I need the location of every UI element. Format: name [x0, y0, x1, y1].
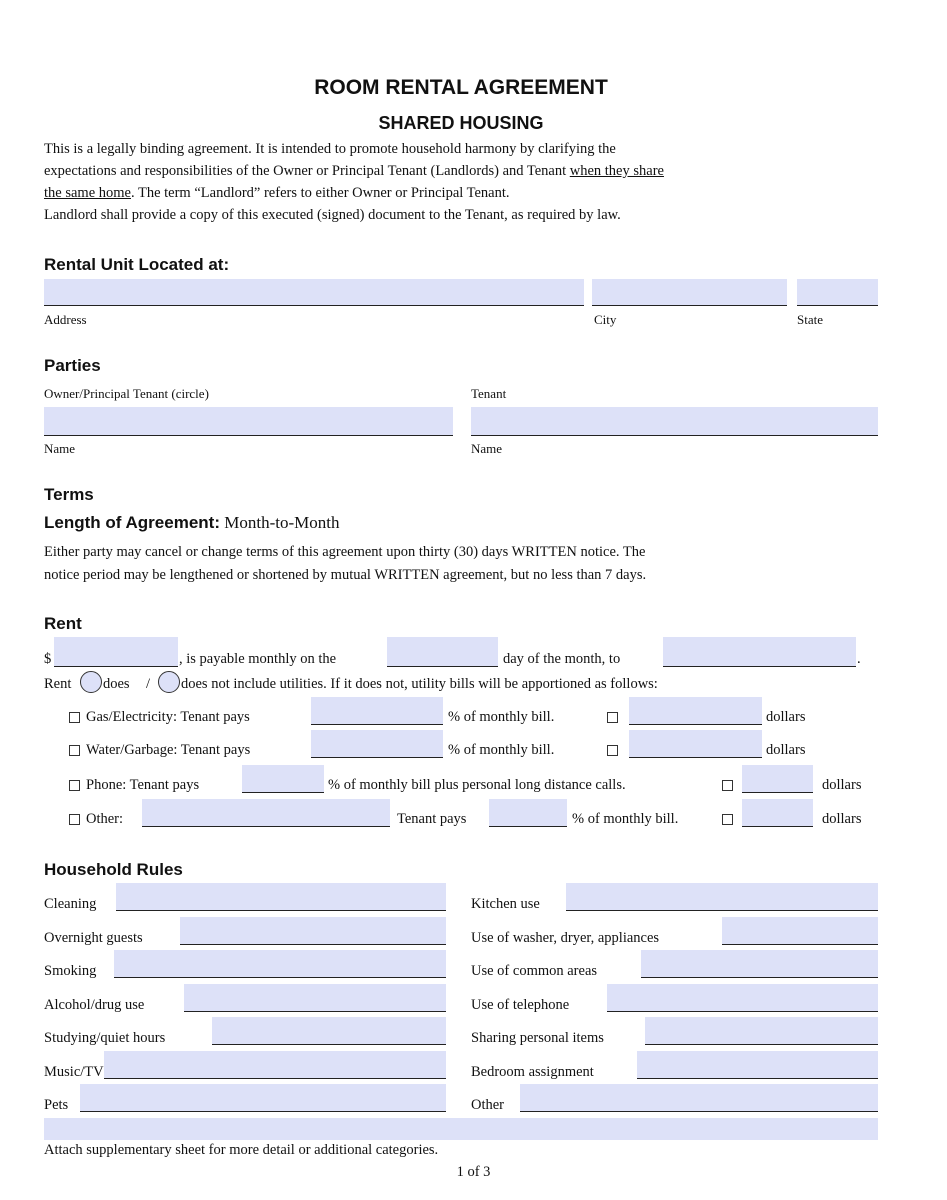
phone-label: Phone: Tenant pays: [86, 777, 200, 793]
rule-label-bedroom-assignment: Bedroom assignment: [471, 1064, 594, 1080]
period-text: .: [857, 651, 861, 667]
rule-field-music-tv[interactable]: [104, 1051, 446, 1079]
water-garbage-percent-text: % of monthly bill.: [448, 742, 555, 758]
rule-field-sharing-items[interactable]: [645, 1017, 878, 1045]
dollar-sign: $: [44, 651, 52, 667]
rule-label-sharing-items: Sharing personal items: [471, 1030, 604, 1046]
rule-label-other: Other: [471, 1097, 505, 1113]
phone-dollar-checkbox[interactable]: [722, 780, 733, 791]
rule-field-alcohol-drug-use[interactable]: [184, 984, 446, 1012]
rule-label-music-tv: Music/TV: [44, 1064, 104, 1080]
other-tenant-pays-label: Tenant pays: [397, 811, 467, 827]
rent-heading: Rent: [44, 614, 82, 633]
other-utility-dollars-label: dollars: [822, 811, 862, 827]
phone-percent-field[interactable]: [242, 765, 324, 793]
rule-field-washer-dryer[interactable]: [722, 917, 878, 945]
household-rules-heading: Household Rules: [44, 860, 183, 879]
water-garbage-percent-field[interactable]: [311, 730, 443, 758]
rent-does-radio[interactable]: [80, 671, 102, 693]
rent-word: Rent: [44, 676, 72, 692]
rule-label-alcohol-drug-use: Alcohol/drug use: [44, 997, 145, 1013]
gas-electricity-label: Gas/Electricity: Tenant pays: [86, 709, 250, 725]
rent-slash: /: [146, 676, 151, 692]
rule-label-smoking: Smoking: [44, 963, 97, 979]
other-utility-checkbox[interactable]: [69, 814, 80, 825]
city-label: City: [594, 312, 617, 327]
terms-line-1: Either party may cancel or change terms of this agreement upon thirty (30) days WRITTEN notice. The: [44, 544, 646, 560]
gas-electricity-dollars-field[interactable]: [629, 697, 762, 725]
tenant-name-field[interactable]: [471, 407, 878, 436]
owner-name-label: Name: [44, 441, 76, 456]
rule-field-kitchen-use[interactable]: [566, 883, 878, 911]
water-garbage-checkbox[interactable]: [69, 745, 80, 756]
rule-field-telephone[interactable]: [607, 984, 878, 1012]
other-utility-percent-field[interactable]: [489, 799, 567, 827]
rent-day-field[interactable]: [387, 637, 498, 667]
page-subtitle: SHARED HOUSING: [378, 113, 544, 133]
rent-does-not-label: does not include utilities. If it does not, utility bills will be apportioned as follows:: [181, 676, 658, 692]
rule-label-overnight-guests: Overnight guests: [44, 930, 143, 946]
intro-line-2: expectations and responsibilities of the Owner or Principal Tenant (Landlords) and Tenant when they share: [44, 163, 664, 179]
rule-field-common-areas[interactable]: [641, 950, 878, 978]
state-field[interactable]: [797, 279, 878, 306]
terms-heading: Terms: [44, 485, 94, 504]
rule-field-smoking[interactable]: [114, 950, 446, 978]
rule-label-telephone: Use of telephone: [471, 997, 570, 1013]
length-of-agreement: Length of Agreement: Month-to-Month: [44, 513, 340, 532]
other-utility-name-field[interactable]: [142, 799, 390, 827]
attach-note: Attach supplementary sheet for more detail or additional categories.: [44, 1142, 439, 1158]
intro-line-3: the same home. The term “Landlord” refers to either Owner or Principal Tenant.: [44, 185, 510, 201]
tenant-name-label: Name: [471, 441, 503, 456]
phone-dollars-field[interactable]: [742, 765, 813, 793]
gas-electricity-dollar-checkbox[interactable]: [607, 712, 618, 723]
gas-electricity-checkbox[interactable]: [69, 712, 80, 723]
rule-field-other[interactable]: [520, 1084, 878, 1112]
rule-field-cleaning[interactable]: [116, 883, 446, 911]
page-number: 1 of 3: [456, 1164, 491, 1180]
gas-electricity-dollars-label: dollars: [766, 709, 806, 725]
rent-amount-field[interactable]: [54, 637, 178, 667]
rule-label-kitchen-use: Kitchen use: [471, 896, 540, 912]
rule-field-bedroom-assignment[interactable]: [637, 1051, 878, 1079]
parties-heading: Parties: [44, 356, 101, 375]
phone-checkbox[interactable]: [69, 780, 80, 791]
rent-payee-field[interactable]: [663, 637, 856, 667]
rule-label-studying-quiet-hours: Studying/quiet hours: [44, 1030, 166, 1046]
other-utility-dollars-field[interactable]: [742, 799, 813, 827]
rule-label-common-areas: Use of common areas: [471, 963, 598, 979]
water-garbage-dollars-label: dollars: [766, 742, 806, 758]
rental-unit-heading: Rental Unit Located at:: [44, 255, 230, 274]
rule-label-cleaning: Cleaning: [44, 896, 97, 912]
water-garbage-dollars-field[interactable]: [629, 730, 762, 758]
gas-electricity-percent-field[interactable]: [311, 697, 443, 725]
owner-name-field[interactable]: [44, 407, 453, 436]
water-garbage-label: Water/Garbage: Tenant pays: [86, 742, 251, 758]
other-utility-dollar-checkbox[interactable]: [722, 814, 733, 825]
address-label: Address: [44, 312, 87, 327]
tenant-label: Tenant: [471, 386, 507, 401]
water-garbage-dollar-checkbox[interactable]: [607, 745, 618, 756]
state-label: State: [797, 312, 823, 327]
intro-line-4: Landlord shall provide a copy of this executed (signed) document to the Tenant, as required by law.: [44, 207, 621, 223]
rent-does-label: does: [103, 676, 130, 692]
rule-label-washer-dryer: Use of washer, dryer, appliances: [471, 930, 660, 946]
intro-line-1: This is a legally binding agreement. It is intended to promote household harmony by clarifying the: [44, 141, 616, 157]
rent-does-not-radio[interactable]: [158, 671, 180, 693]
rule-field-pets[interactable]: [80, 1084, 446, 1112]
page-title: ROOM RENTAL AGREEMENT: [314, 76, 608, 99]
day-of-month-text: day of the month, to: [503, 651, 621, 667]
terms-line-2: notice period may be lengthened or shortened by mutual WRITTEN agreement, but no less than 7 days.: [44, 567, 647, 583]
rule-field-overnight-guests[interactable]: [180, 917, 446, 945]
payable-text: , is payable monthly on the: [179, 651, 337, 667]
address-field[interactable]: [44, 279, 584, 306]
rule-field-studying-quiet-hours[interactable]: [212, 1017, 446, 1045]
supplementary-field[interactable]: [44, 1118, 878, 1140]
other-utility-label: Other:: [86, 811, 124, 827]
other-utility-percent-text: % of monthly bill.: [572, 811, 679, 827]
city-field[interactable]: [592, 279, 787, 306]
owner-label: Owner/Principal Tenant (circle): [44, 386, 209, 401]
gas-electricity-percent-text: % of monthly bill.: [448, 709, 555, 725]
rule-label-pets: Pets: [44, 1097, 69, 1113]
phone-dollars-label: dollars: [822, 777, 862, 793]
phone-percent-text: % of monthly bill plus personal long distance calls.: [328, 777, 626, 793]
